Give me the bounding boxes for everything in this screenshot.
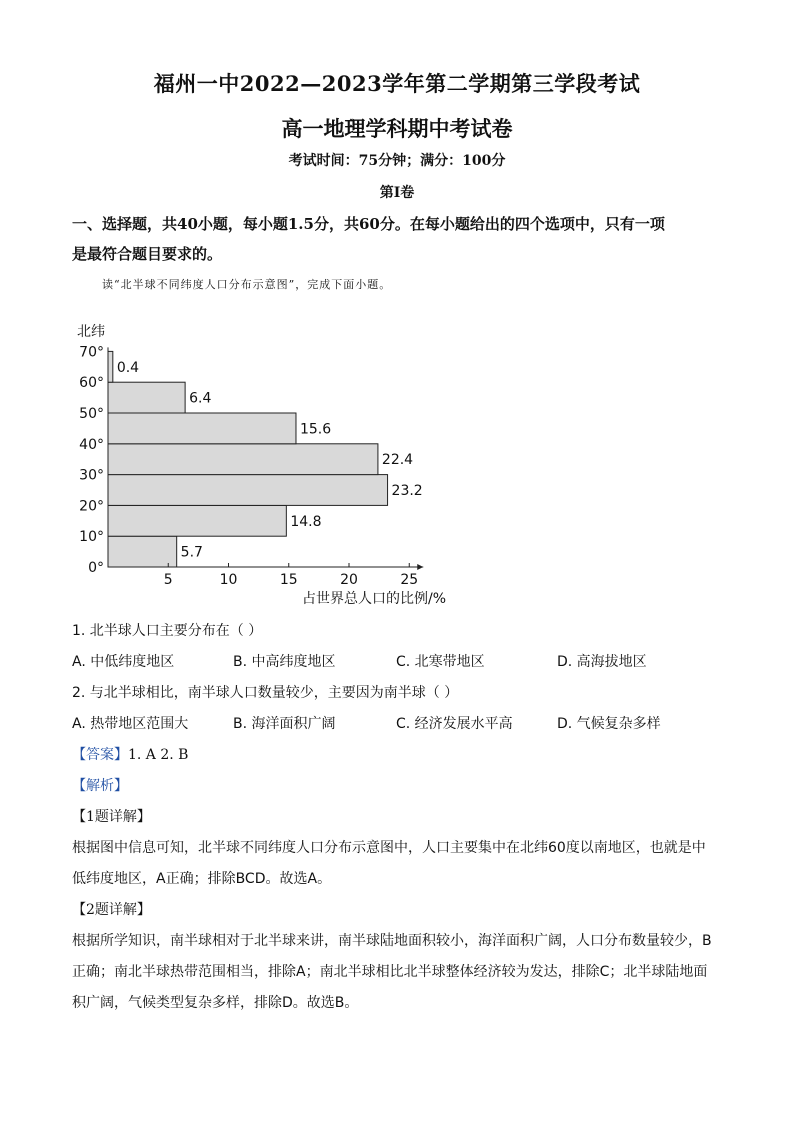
y-tick-label-1: 10° bbox=[79, 529, 104, 546]
y-tick-label-4: 40° bbox=[79, 436, 104, 453]
paper-title: 高一地理学科期中考试卷 bbox=[281, 116, 513, 141]
volume-heading: 第Ⅰ卷 bbox=[379, 185, 415, 201]
bar-6 bbox=[108, 351, 113, 382]
y-tick-label-0: 0° bbox=[88, 560, 104, 576]
analysis-tag: 【解析】 bbox=[72, 778, 128, 794]
q1-explanation-line1: 根据图中信息可知，北半球不同纬度人口分布示意图中，人口主要集中在北纬60度以南地区，也就是中 bbox=[72, 840, 706, 856]
q1-option-c: C. 北寒带地区 bbox=[396, 654, 485, 670]
bar-4 bbox=[108, 413, 296, 444]
q2-option-b: B. 海洋面积广阔 bbox=[233, 716, 336, 732]
bar-5 bbox=[108, 382, 185, 413]
y-axis-label: 北纬 bbox=[77, 324, 105, 340]
answer-tag: 【答案】 bbox=[72, 747, 128, 763]
x-tick-label-1: 10 bbox=[219, 572, 238, 588]
q2-detail-tag: 【2题详解】 bbox=[72, 902, 151, 918]
question-2-stem: 2. 与北半球相比，南半球人口数量较少，主要因为南半球（ ） bbox=[72, 685, 459, 701]
bar-2 bbox=[108, 475, 388, 506]
x-tick-label-2: 15 bbox=[279, 572, 298, 588]
bar-value-label-4: 15.6 bbox=[299, 421, 332, 438]
q2-explanation-line1: 根据所学知识，南半球相对于北半球来讲，南半球陆地面积较小，海洋面积广阔，人口分布数量较少，B bbox=[72, 933, 712, 949]
q2-option-a: A. 热带地区范围大 bbox=[72, 716, 189, 732]
q1-detail-tag: 【1题详解】 bbox=[72, 809, 151, 825]
q2-explanation-line2: 正确；南北半球热带范围相当，排除A；南北半球相比北半球整体经济较为发达，排除C；北半球陆地面 bbox=[72, 964, 708, 980]
section-instructions-line2: 是最符合题目要求的。 bbox=[72, 245, 223, 263]
bar-1 bbox=[108, 505, 286, 536]
bar-value-label-3: 22.4 bbox=[381, 452, 414, 469]
x-axis-arrow bbox=[417, 564, 423, 570]
bar-value-label-5: 6.4 bbox=[189, 390, 212, 407]
answer-line bbox=[72, 744, 188, 764]
question-1-stem: 1. 北半球人口主要分布在（ ） bbox=[72, 623, 263, 639]
exam-title: 福州一中2022—2023学年第二学期第三学段考试 bbox=[153, 71, 641, 96]
q2-explanation-line3: 积广阔，气候类型复杂多样，排除D。故选B。 bbox=[72, 995, 359, 1011]
y-tick-label-7: 70° bbox=[79, 344, 104, 361]
bar-value-label-0: 5.7 bbox=[180, 544, 203, 561]
q2-option-c: C. 经济发展水平高 bbox=[396, 716, 513, 732]
y-tick-label-3: 30° bbox=[79, 467, 104, 484]
x-tick-label-0: 5 bbox=[163, 572, 173, 588]
answer-text: 1. A 2. B bbox=[128, 747, 189, 763]
q2-option-d: D. 气候复杂多样 bbox=[557, 716, 661, 732]
q1-option-a: A. 中低纬度地区 bbox=[72, 654, 175, 670]
bar-value-label-1: 14.8 bbox=[290, 513, 322, 530]
exam-info: 考试时间：75分钟；满分：100分 bbox=[288, 153, 506, 169]
q1-explanation-line2: 低纬度地区，A正确；排除BCD。故选A。 bbox=[72, 871, 332, 887]
bar-3 bbox=[108, 444, 378, 475]
section-instructions-line1: 一、选择题，共40小题，每小题1.5分，共60分。在每小题给出的四个选项中，只有一项 bbox=[72, 215, 665, 233]
q1-option-d: D. 高海拔地区 bbox=[557, 654, 647, 670]
q1-option-b: B. 中高纬度地区 bbox=[233, 654, 336, 670]
x-tick-label-3: 20 bbox=[340, 572, 358, 588]
x-tick-label-4: 25 bbox=[400, 572, 419, 588]
bar-value-label-6: 0.4 bbox=[116, 359, 140, 376]
y-tick-label-5: 50° bbox=[79, 406, 104, 422]
population-latitude-chart bbox=[60, 310, 480, 610]
bar-0 bbox=[108, 536, 177, 567]
y-tick-label-2: 20° bbox=[79, 498, 104, 515]
x-axis-label: 占世界总人口的比例/% bbox=[302, 591, 447, 607]
chart-intro: 读“北半球不同纬度人口分布示意图”，完成下面小题。 bbox=[102, 278, 392, 291]
y-tick-label-6: 60° bbox=[79, 375, 104, 392]
bar-value-label-2: 23.2 bbox=[391, 483, 423, 499]
